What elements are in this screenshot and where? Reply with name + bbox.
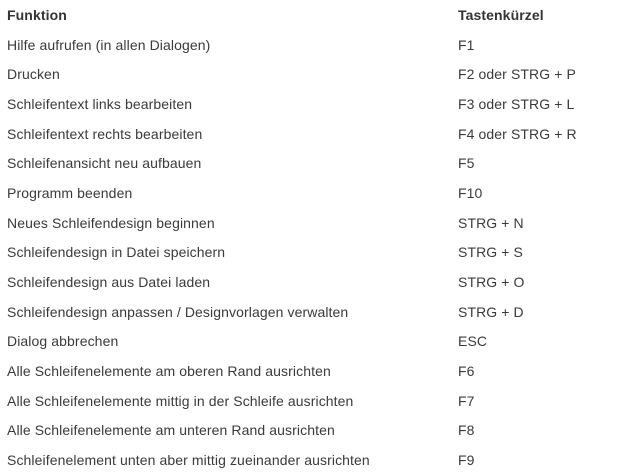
shortcut-cell: STRG + S (458, 244, 523, 261)
table-row (7, 326, 632, 356)
function-cell: Drucken (7, 66, 60, 83)
function-cell: Schleifendesign anpassen / Designvorlagen verwalten (7, 303, 349, 320)
shortcut-cell: F6 (458, 362, 475, 379)
shortcut-cell: F10 (458, 184, 483, 201)
table-row (7, 445, 632, 475)
shortcut-cell: F7 (458, 392, 475, 409)
function-cell: Alle Schleifenelemente mittig in der Schleife ausrichten (7, 392, 354, 409)
table-row (7, 415, 632, 445)
table-row (7, 356, 632, 386)
function-cell: Hilfe aufrufen (in allen Dialogen) (7, 36, 211, 53)
function-cell: Schleifentext links bearbeiten (7, 95, 193, 112)
shortcut-cell: F3 oder STRG + L (458, 95, 575, 112)
function-cell: Schleifendesign in Datei speichern (7, 244, 226, 261)
column-header-shortcut: Tastenkürzel (458, 6, 544, 23)
function-cell: Dialog abbrechen (7, 333, 119, 350)
table-row (7, 89, 632, 119)
table-header-row (7, 0, 632, 30)
table-row (7, 148, 632, 178)
function-cell: Schleifendesign aus Datei laden (7, 273, 211, 290)
function-cell: Schleifentext rechts bearbeiten (7, 125, 203, 142)
shortcut-cell: ESC (458, 333, 488, 350)
column-header-function: Funktion (7, 6, 67, 23)
function-cell: Alle Schleifenelemente am unteren Rand ausrichten (7, 422, 335, 439)
shortcut-cell: STRG + D (458, 303, 524, 320)
table-row (7, 267, 632, 297)
table-row (7, 119, 632, 149)
table-row (7, 208, 632, 238)
function-cell: Schleifenansicht neu aufbauen (7, 155, 202, 172)
shortcut-cell: STRG + O (458, 273, 525, 290)
function-cell: Programm beenden (7, 184, 133, 201)
function-cell: Alle Schleifenelemente am oberen Rand ausrichten (7, 362, 331, 379)
table-row (7, 386, 632, 416)
shortcut-cell: F2 oder STRG + P (458, 66, 576, 83)
table-row (7, 30, 632, 60)
shortcut-cell: STRG + N (458, 214, 524, 231)
table-row (7, 297, 632, 327)
shortcut-cell: F4 oder STRG + R (458, 125, 577, 142)
shortcut-cell: F5 (458, 155, 475, 172)
function-cell: Schleifenelement unten aber mittig zueinander ausrichten (7, 451, 370, 468)
shortcut-table (7, 0, 632, 475)
table-row (7, 59, 632, 89)
shortcut-cell: F1 (458, 36, 475, 53)
shortcut-cell: F9 (458, 451, 475, 468)
table-row (7, 237, 632, 267)
function-cell: Neues Schleifendesign beginnen (7, 214, 215, 231)
shortcut-cell: F8 (458, 422, 475, 439)
table-row (7, 178, 632, 208)
